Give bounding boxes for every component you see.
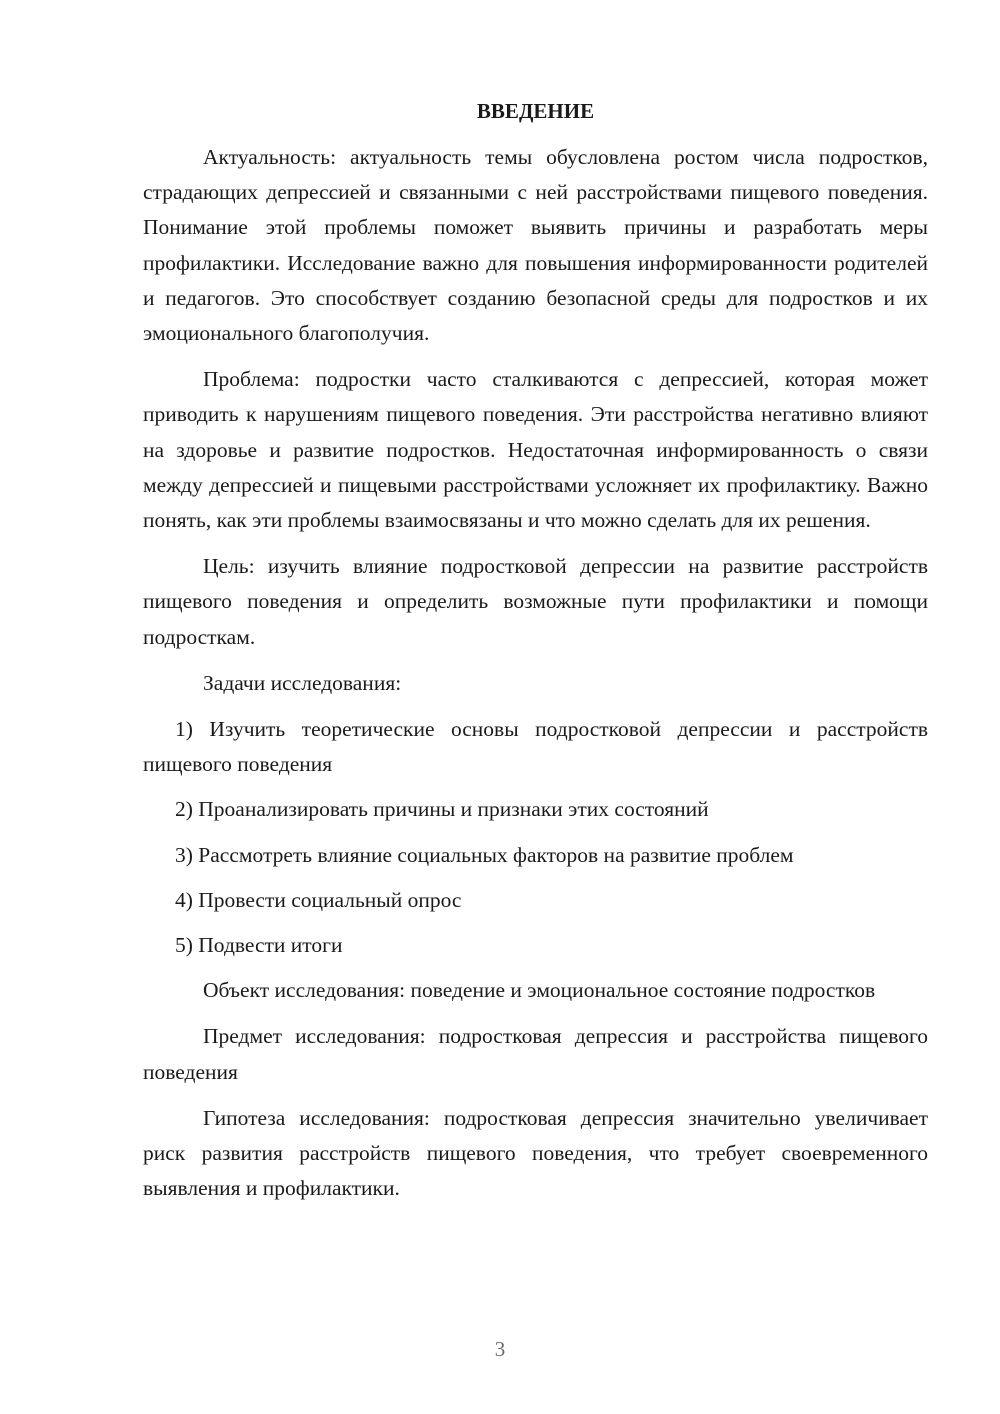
task-item: 2) Проанализировать причины и признаки этих состояний [175,797,709,822]
paragraph-goal: Цель: изучить влияние подростковой депрессии на развитие расстройств пищевого поведения и определить возможные пути профилактики и помощи подросткам. [143,554,928,649]
task-item: 1) Изучить теоретические основы подростковой депрессии и расстройств пищевого поведения [143,717,928,777]
tasks-heading: Задачи исследования: [203,670,402,695]
task-item: 4) Провести социальный опрос [175,887,462,912]
paragraph-object: Объект исследования: поведение и эмоциональное состояние подростков [203,978,876,1003]
task-item: 5) Подвести итоги [175,933,343,958]
paragraph-problem: Проблема: подростки часто сталкиваются с депрессией, которая может приводить к нарушениям пищевого поведения. Эти расстройства негативно влияют на здоровье и развитие подростков. Недостаточная информированность о связи между депрессией и пищевыми расстройствами усложняет их профилактику. Важно понять, как эти проблемы взаимосвязаны и что можно сделать для их решения. [143,367,928,533]
paragraph-subject: Предмет исследования: подростковая депрессия и расстройства пищевого поведения [143,1024,928,1084]
paragraph-relevance: Актуальность: актуальность темы обусловлена ростом числа подростков, страдающих депрессией и связанными с ней расстройствами пищевого поведения. Понимание этой проблемы поможет выявить причины и разработать меры профилактики. Исследование важно для повышения информированности родителей и педагогов. Это способствует созданию безопасной среды для подростков и их эмоционального благополучия. [143,145,928,346]
task-item: 3) Рассмотреть влияние социальных факторов на развитие проблем [175,842,794,867]
paragraph-hypothesis: Гипотеза исследования: подростковая депрессия значительно увеличивает риск развития расстройств пищевого поведения, что требует своевременного выявления и профилактики. [143,1105,928,1201]
document-page [143,96,928,1217]
page-number: 3 [494,1337,506,1361]
section-title: ВВЕДЕНИЕ [476,99,595,123]
